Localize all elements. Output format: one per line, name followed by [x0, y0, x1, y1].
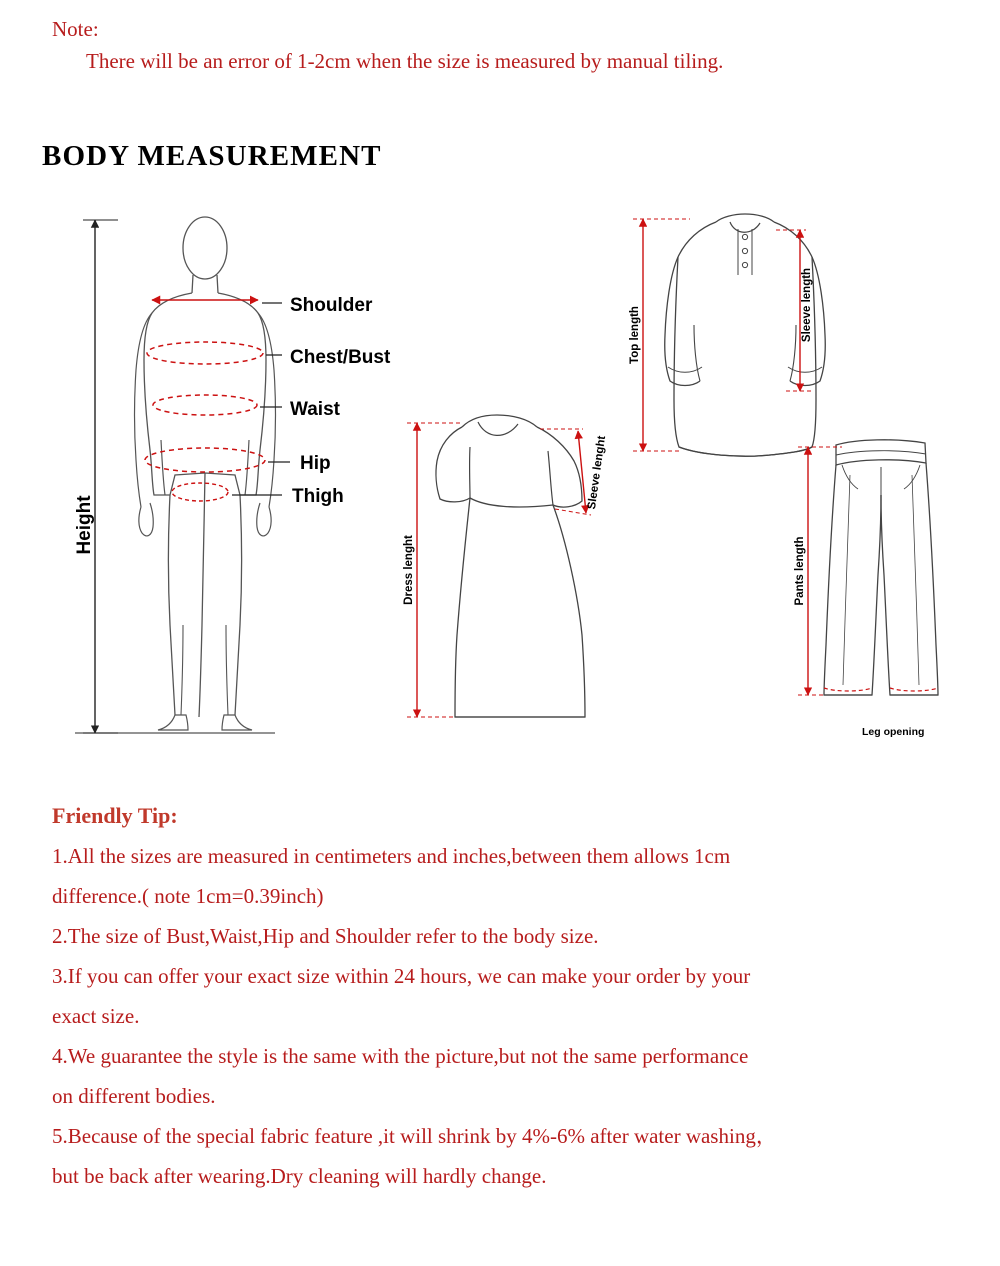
tip-line: on different bodies.: [52, 1084, 216, 1108]
tip-line: difference.( note 1cm=0.39inch): [52, 884, 324, 908]
tip-line: 2.The size of Bust,Waist,Hip and Shoulder refer to the body size.: [52, 924, 599, 948]
dress-figure: [403, 415, 608, 717]
dress-length-label: Dress lenght: [403, 535, 415, 605]
leg-opening-label: Leg opening: [862, 726, 925, 738]
thigh-label: Thigh: [292, 486, 344, 507]
tip-line: exact size.: [52, 1004, 140, 1028]
chest-label: Chest/Bust: [290, 347, 391, 368]
waist-label: Waist: [290, 399, 340, 420]
measurement-diagram: [0, 195, 1000, 765]
note-label: Note:: [52, 17, 99, 41]
top-sleeve-length-label: Sleeve length: [801, 267, 813, 343]
shoulder-label: Shoulder: [290, 295, 373, 316]
tip-line: 3.If you can offer your exact size within 24 hours, we can make your order by your: [52, 964, 751, 988]
dress-sleeve-length-label: Sleeve lenght: [585, 435, 609, 511]
top-figure: [629, 214, 825, 456]
tip-line: but be back after wearing.Dry cleaning will hardly change.: [52, 1164, 547, 1188]
note-block: [52, 14, 952, 78]
chest-measure-line: [147, 342, 263, 364]
body-figure: [74, 217, 391, 733]
thigh-measure-line: [172, 483, 228, 501]
note-text: There will be an error of 1-2cm when the size is measured by manual tiling.: [86, 49, 724, 73]
tip-line: 5.Because of the special fabric feature ,it will shrink by 4%-6% after water washing，: [52, 1124, 777, 1148]
friendly-tip-title: Friendly Tip:: [52, 803, 178, 828]
pants-length-label: Pants length: [794, 536, 806, 606]
friendly-tip-block: [52, 800, 967, 1196]
tip-line: 4.We guarantee the style is the same with the picture,but not the same performance: [52, 1044, 749, 1068]
page-title: BODY MEASUREMENT: [42, 140, 382, 172]
hip-label: Hip: [300, 453, 331, 474]
tip-line: 1.All the sizes are measured in centimeters and inches,between them allows 1cm: [52, 844, 731, 868]
height-label: Height: [74, 495, 95, 555]
pants-figure: [794, 440, 938, 738]
leg-opening-measure-line: [824, 688, 872, 691]
top-length-label: Top length: [629, 306, 641, 364]
waist-measure-line: [153, 395, 257, 415]
